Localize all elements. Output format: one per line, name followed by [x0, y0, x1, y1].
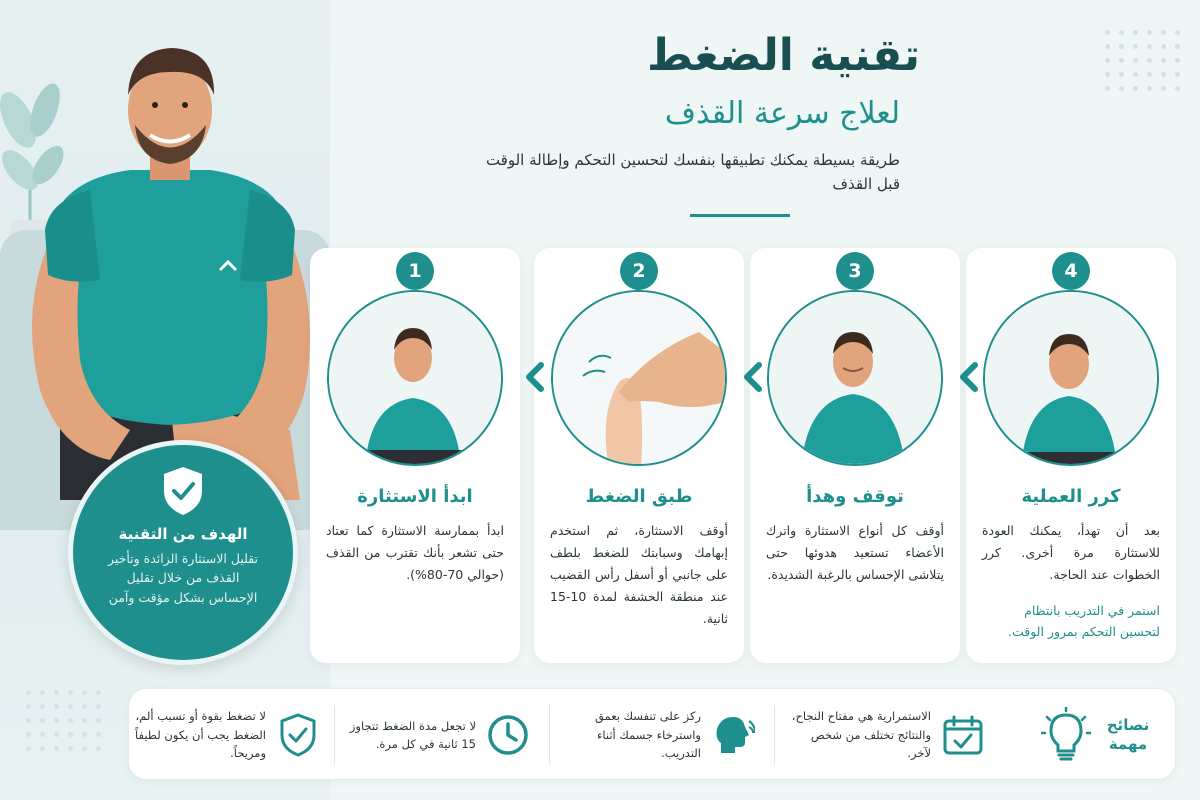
clock-icon — [486, 713, 530, 757]
tip-divider — [549, 705, 550, 765]
step-number: 2 — [620, 252, 658, 290]
step-text: أوقف الاستثارة، ثم استخدم إبهامك وسبابتك للضغط بلطف على جانبي أو أسفل رأس القضيب عند منطقة الحشفة لمدة 10-15 ثانية. — [550, 523, 728, 626]
tip-text: ركز على تنفسك بعمق واسترخاء جسمك أثناء التدريب. — [594, 709, 701, 761]
step-title: كرر العملية — [1021, 486, 1121, 507]
step-text: بعد أن تهدأ، يمكنك العودة للاستثارة مرة أخرى. كرر الخطوات عند الحاجة. — [982, 523, 1160, 582]
step-number: 4 — [1052, 252, 1090, 290]
title-underline — [690, 214, 790, 217]
page-description: طريقة بسيطة يمكنك تطبيقها بنفسك لتحسين التحكم وإطالة الوقت قبل القذف — [485, 151, 900, 193]
tip-item-1 — [791, 701, 985, 769]
decorative-dots — [1105, 30, 1180, 91]
shield-check-icon — [160, 465, 206, 517]
tip-divider — [774, 705, 775, 765]
tip-item-2 — [561, 701, 755, 769]
step-card-4 — [966, 248, 1176, 663]
step-photo — [983, 290, 1159, 466]
tip-text: الاستمرارية هي مفتاح النجاح، والنتائج تختلف من شخص لآخر. — [791, 709, 931, 761]
step-photo — [551, 290, 727, 466]
page-subtitle: لعلاج سرعة القذف — [664, 96, 900, 131]
tip-item-3 — [336, 701, 530, 769]
shield-check-icon — [276, 713, 320, 757]
lightbulb-icon — [1041, 707, 1091, 763]
goal-badge — [68, 440, 298, 665]
step-title: ابدأ الاستثارة — [357, 486, 473, 507]
tip-text: لا تجعل مدة الضغط تتجاوز 15 ثانية في كل مرة. — [349, 718, 476, 751]
step-card-3 — [750, 248, 960, 663]
tip-divider — [334, 705, 335, 765]
step-title: طبق الضغط — [585, 486, 693, 507]
tips-title: نصائح مهمة — [1106, 715, 1150, 753]
tip-text: لا تضغط بقوة أو تسبب ألم، الضغط يجب أن يكون لطيفاً ومريحاً. — [135, 709, 266, 761]
step-card-1 — [310, 248, 520, 663]
decorative-dots-bottom — [26, 690, 101, 751]
page-title: تقنية الضغط — [646, 30, 920, 81]
step-number: 1 — [396, 252, 434, 290]
tips-header — [1027, 707, 1157, 763]
step-card-2 — [534, 248, 744, 663]
step-text: ابدأ بممارسة الاستثارة كما تعتاد حتى تشعر بأنك تقترب من القذف (حوالي 70-80%). — [326, 523, 504, 582]
step-number: 3 — [836, 252, 874, 290]
tip-item-4 — [126, 701, 320, 769]
calendar-check-icon — [941, 713, 985, 757]
step-photo — [327, 290, 503, 466]
goal-text: تقليل الاستثارة الزائدة وتأخير القذف من خلال تقليل الإحساس بشكل مؤقت وآمن — [107, 551, 259, 605]
goal-title: الهدف من التقنية — [118, 525, 248, 543]
man-illustration — [20, 30, 320, 500]
step-title: توقف وهدأ — [806, 486, 904, 507]
chevron-left-icon — [521, 362, 547, 392]
step-note: استمر في التدريب بانتظام لتحسين التحكم بمرور الوقت. — [1008, 603, 1160, 640]
step-photo — [767, 290, 943, 466]
tips-bar — [128, 688, 1176, 780]
breathing-head-icon — [711, 713, 755, 757]
step-text: أوقف كل أنواع الاستثارة واترك الأعضاء تستعيد هدوئها حتى يتلاشى الإحساس بالرغبة الشديدة. — [766, 523, 944, 582]
